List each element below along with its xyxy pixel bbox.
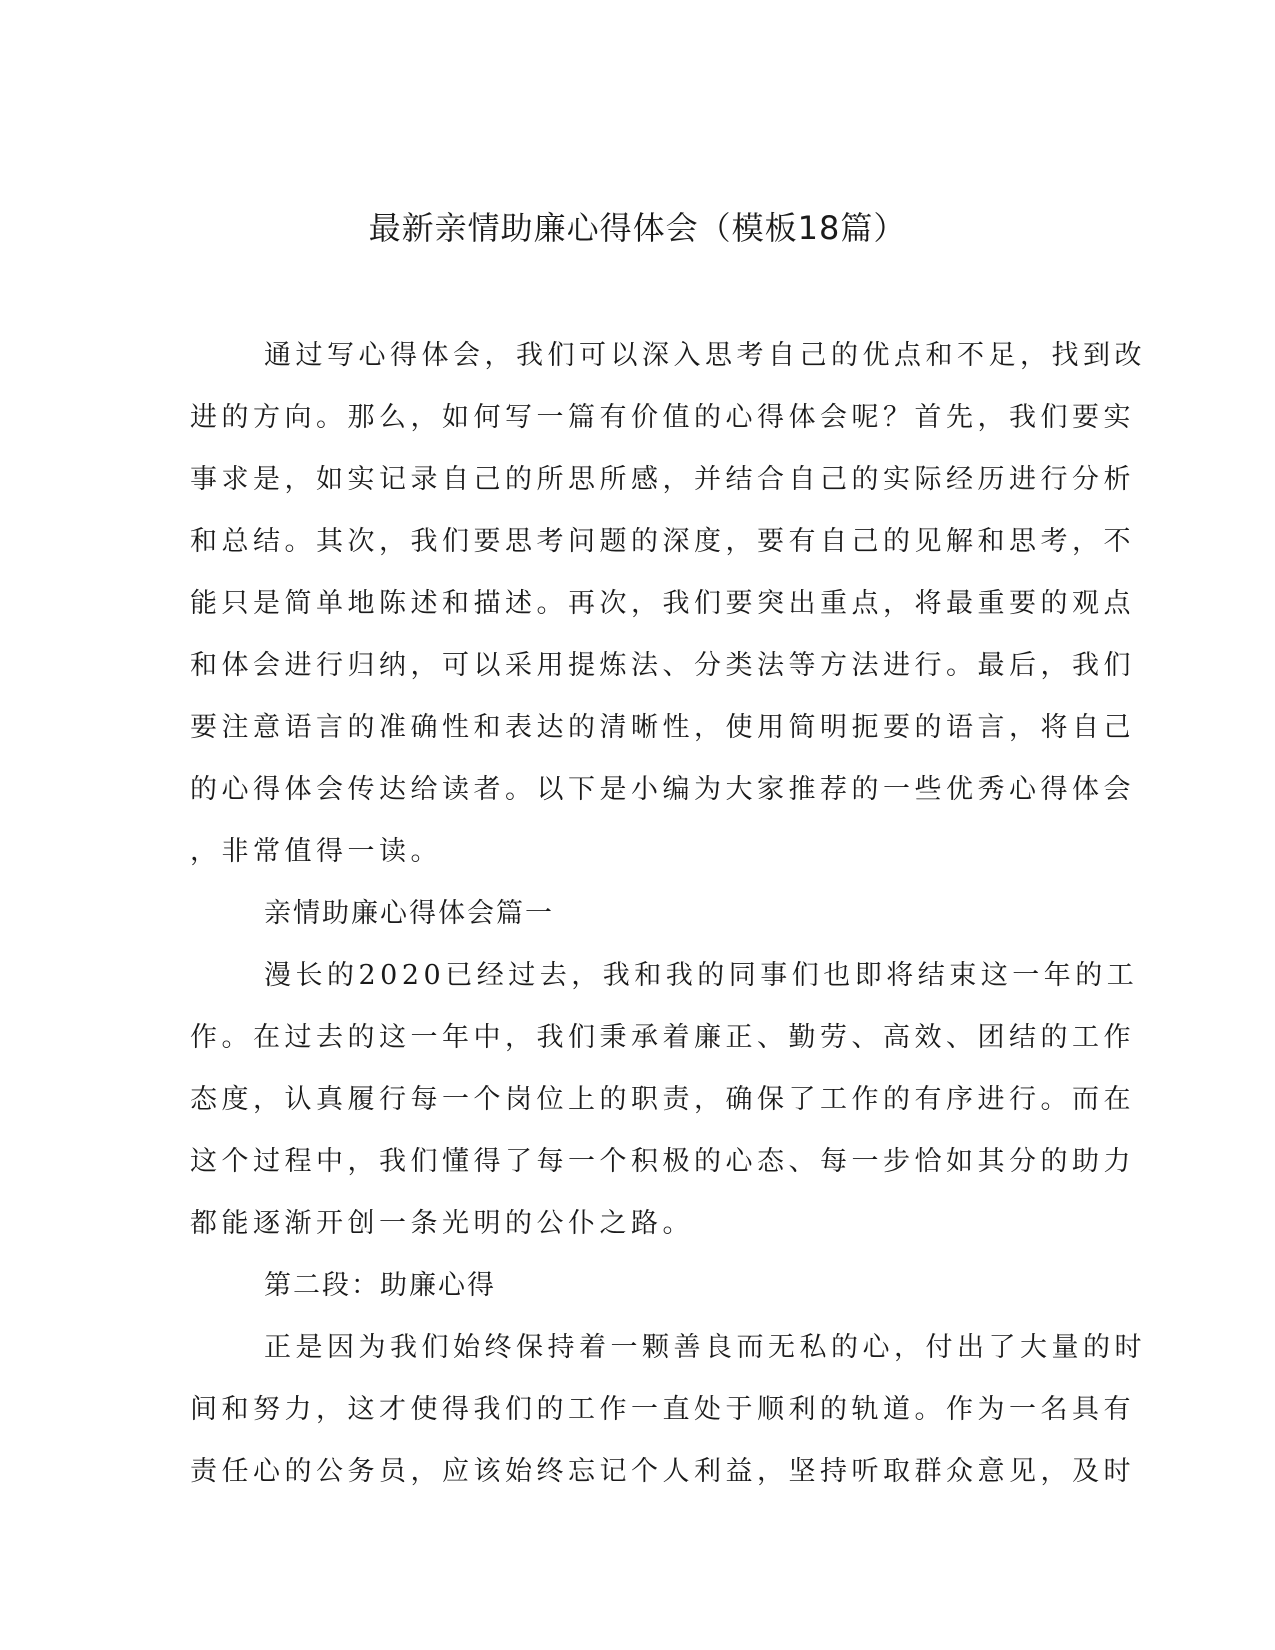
paragraph-line: 的心得体会传达给读者。以下是小编为大家推荐的一些优秀心得体会 bbox=[190, 774, 1135, 805]
section-heading: 亲情助廉心得体会篇一 bbox=[264, 898, 554, 929]
paragraph-line: 态度，认真履行每一个岗位上的职责，确保了工作的有序进行。而在 bbox=[190, 1084, 1135, 1115]
paragraph-line: 事求是，如实记录自己的所思所感，并结合自己的实际经历进行分析 bbox=[190, 464, 1135, 495]
paragraph-line: 要注意语言的准确性和表达的清晰性，使用简明扼要的语言，将自己 bbox=[190, 712, 1135, 743]
paragraph-line: 和总结。其次，我们要思考问题的深度，要有自己的见解和思考，不 bbox=[190, 526, 1135, 557]
paragraph-line: ，非常值得一读。 bbox=[190, 836, 442, 867]
section-heading: 第二段：助廉心得 bbox=[264, 1270, 496, 1301]
document-body bbox=[190, 325, 1146, 1503]
paragraph-line: 通过写心得体会，我们可以深入思考自己的优点和不足，找到改 bbox=[264, 340, 1146, 371]
paragraph-line: 间和努力，这才使得我们的工作一直处于顺利的轨道。作为一名具有 bbox=[190, 1394, 1135, 1425]
paragraph-line: 作。在过去的这一年中，我们秉承着廉正、勤劳、高效、团结的工作 bbox=[190, 1022, 1135, 1053]
paragraph-line: 这个过程中，我们懂得了每一个积极的心态、每一步恰如其分的助力 bbox=[190, 1146, 1135, 1177]
paragraph-line: 责任心的公务员，应该始终忘记个人利益，坚持听取群众意见，及时 bbox=[190, 1456, 1135, 1487]
paragraph-line: 漫长的2020已经过去，我和我的同事们也即将结束这一年的工 bbox=[264, 960, 1139, 991]
paragraph-line: 和体会进行归纳，可以采用提炼法、分类法等方法进行。最后，我们 bbox=[190, 650, 1135, 681]
paragraph-line: 都能逐渐开创一条光明的公仆之路。 bbox=[190, 1208, 694, 1239]
paragraph-line: 进的方向。那么，如何写一篇有价值的心得体会呢？首先，我们要实 bbox=[190, 402, 1135, 433]
paragraph-line: 正是因为我们始终保持着一颗善良而无私的心，付出了大量的时 bbox=[264, 1332, 1146, 1363]
paragraph-line: 能只是简单地陈述和描述。再次，我们要突出重点，将最重要的观点 bbox=[190, 588, 1135, 619]
document-title: 最新亲情助廉心得体会（模板18篇） bbox=[368, 209, 907, 247]
